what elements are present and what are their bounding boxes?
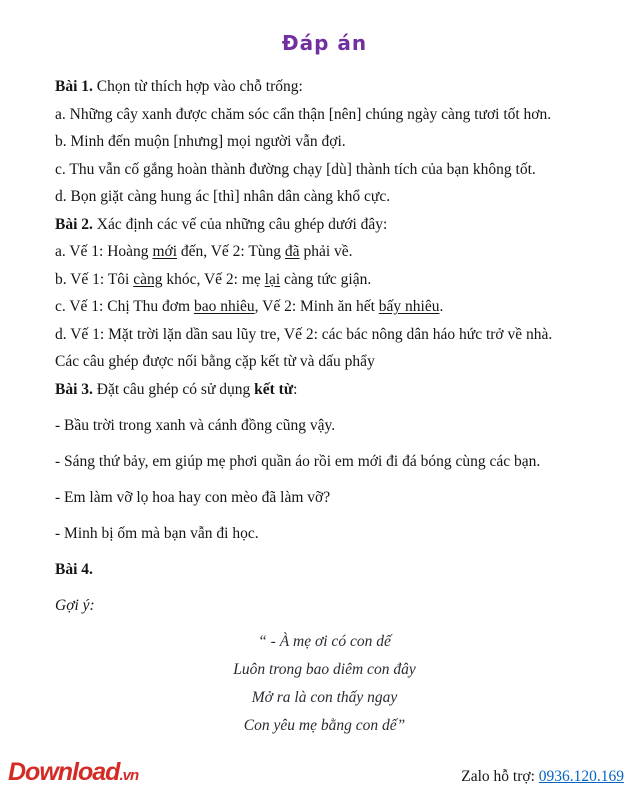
exercise-3-answer-2 [55,453,594,471]
text-segment: Bài 3. [55,380,93,398]
text-segment: Các câu ghép được nối bằng cặp kết từ và dấu phẩy [55,353,375,370]
text-segment: c. Thu vẫn cố gắng hoàn thành đường chạy [dù] thành tích của bạn không tốt. [55,160,536,178]
text-segment: mới [152,243,177,260]
exercise-1-heading [55,78,594,96]
poem-line-3 [55,689,594,707]
exercise-4-hint-label [55,597,594,615]
zalo-support [461,767,624,786]
text-segment: , Vế 2: Minh ăn hết [254,298,379,315]
text-segment: phải về. [299,243,353,260]
text-segment: Con yêu mẹ bằng con dế” [243,716,406,734]
exercise-3-answer-4 [55,525,594,543]
exercise-2-note [55,353,594,371]
text-segment: d. Vế 1: Mặt trời lặn dần sau lũy tre, Vế 2: các bác nông dân háo hức trở về nhà. [55,325,553,343]
poem-line-1 [55,633,594,651]
exercise-2-answer-d [55,326,594,344]
text-segment: Gợi ý: [55,596,95,614]
text-segment: kết từ [254,380,294,398]
zalo-phone-link[interactable]: 0936.120.169 [538,768,624,785]
zalo-support-label: Zalo hỗ trợ: [461,768,539,785]
text-segment: Luôn trong bao diêm con đây [233,660,416,678]
text-segment: lại [264,270,281,288]
text-segment: “ - À mẹ ơi có con dế [258,632,391,650]
text-segment: bấy nhiêu [378,298,440,315]
text-segment: Đặt câu ghép có sử dụng [92,380,255,398]
text-segment: - Em làm vỡ lọ hoa hay con mèo đã làm vỡ? [55,488,331,506]
logo-suffix-text: .vn [119,767,139,784]
exercise-2-answer-a [55,243,594,261]
poem-line-2 [55,661,594,679]
text-segment: c. Vế 1: Chị Thu đơm [55,298,194,315]
document-body [55,78,594,735]
exercise-2-answer-b [55,271,594,289]
text-segment: b. Minh đến muộn [nhưng] mọi người vẫn đợi. [55,133,346,150]
exercise-1-answer-a [55,106,594,124]
text-segment: - Minh bị ốm mà bạn vẫn đi học. [55,524,259,542]
text-segment: d. Bọn giặt càng hung ác [thì] nhân dân càng khổ cực. [55,188,391,205]
exercise-3-heading [55,381,594,399]
exercise-2-heading [55,216,594,234]
text-segment: Chọn từ thích hợp vào chỗ trống: [92,78,303,95]
text-segment: càng tức giận. [280,270,372,288]
text-segment: đến, Vế 2: Tùng [177,243,285,260]
text-segment: Xác định các vế của những câu ghép dưới đây: [92,215,388,233]
exercise-3-answer-3 [55,489,594,507]
text-segment: bao nhiêu [193,298,255,315]
text-segment: a. Vế 1: Hoàng [55,243,153,260]
exercise-1-answer-d [55,188,594,206]
text-segment: - Sáng thứ bảy, em giúp mẹ phơi quần áo rồi em mới đi đá bóng cùng các bạn. [55,452,541,470]
exercise-2-answer-c [55,298,594,316]
exercise-3-answer-1 [55,417,594,435]
text-segment: càng [133,270,163,288]
text-segment: Mở ra là con thấy ngay [251,688,398,706]
text-segment: đã [284,243,300,260]
exercise-1-answer-b [55,133,594,151]
text-segment: khóc, Vế 2: mẹ [162,270,265,288]
text-segment: - Bầu trời trong xanh và cánh đồng cũng vậy. [55,416,336,434]
downloadvn-logo [8,758,138,790]
text-segment: . [439,298,444,315]
text-segment: a. Những cây xanh được chăm sóc cẩn thận [nên] chúng ngày càng tươi tốt hơn. [55,105,552,123]
text-segment: Bài 1. [55,78,93,95]
exercise-4-heading [55,561,594,579]
logo-main-text: Download [8,758,120,786]
exercise-1-answer-c [55,161,594,179]
text-segment: b. Vế 1: Tôi [55,270,134,288]
poem-line-4 [55,717,594,735]
text-segment: Bài 2. [55,215,93,233]
text-segment: : [293,380,298,398]
page-title: Đáp án [281,31,368,55]
text-segment: Bài 4. [55,560,93,578]
